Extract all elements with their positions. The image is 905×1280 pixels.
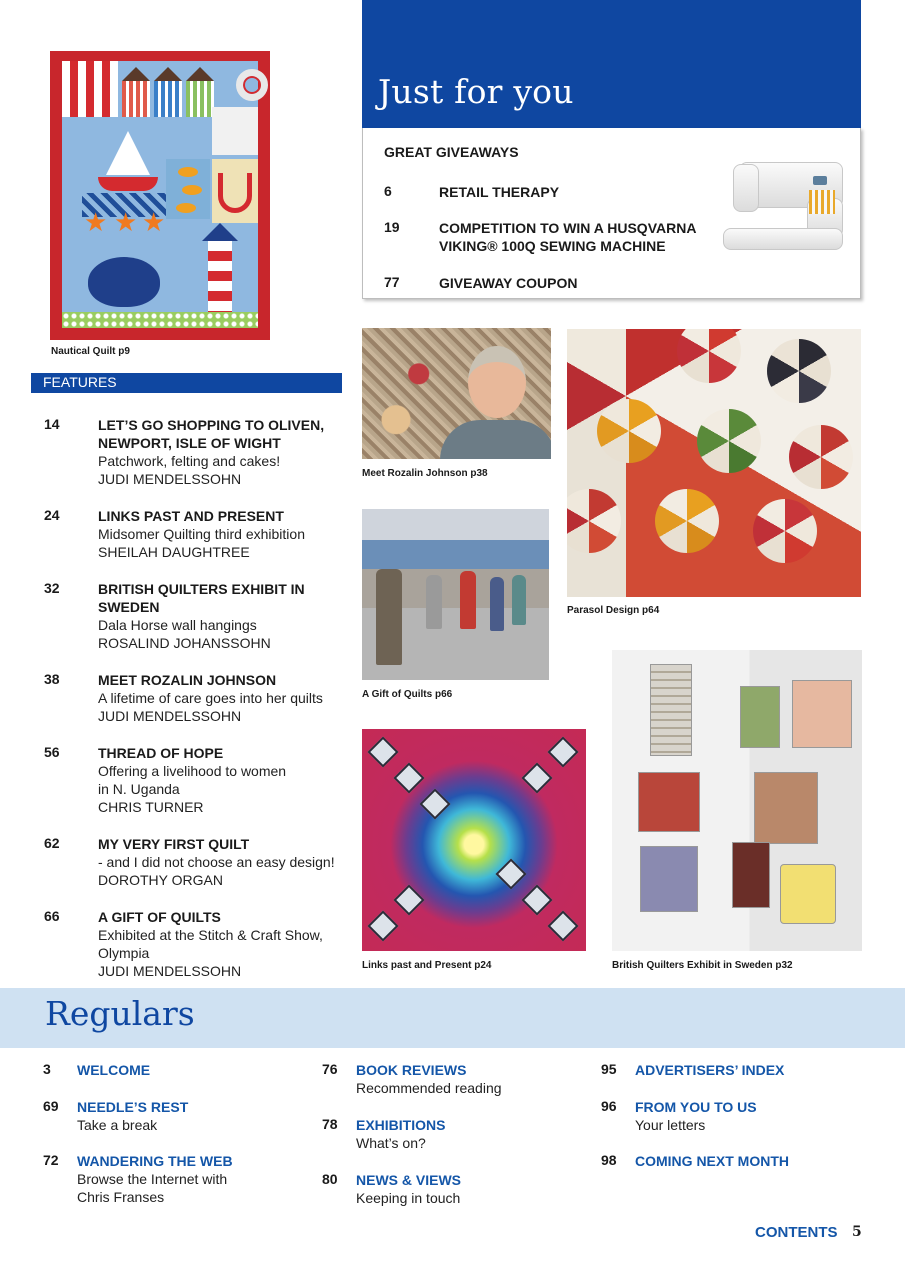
regular-title: NEWS & VIEWS bbox=[356, 1172, 462, 1188]
quilt-hexagon bbox=[567, 489, 621, 553]
quilt-cube bbox=[367, 910, 398, 941]
quilt-hexagon bbox=[753, 499, 817, 563]
whale-icon bbox=[88, 257, 160, 307]
feature-item[interactable] bbox=[98, 580, 308, 652]
feature-author: SHEILAH DAUGHTREE bbox=[98, 544, 250, 560]
feature-item[interactable] bbox=[98, 744, 298, 816]
sewing-machine-image bbox=[721, 158, 845, 254]
beach-hut bbox=[154, 67, 182, 117]
quilt-cube bbox=[419, 788, 450, 819]
regular-page-number: 3 bbox=[43, 1061, 51, 1077]
regular-page-number: 80 bbox=[322, 1171, 338, 1187]
feature-page-number: 38 bbox=[44, 671, 60, 687]
feature-item[interactable] bbox=[98, 507, 338, 561]
regular-item[interactable] bbox=[77, 1061, 150, 1079]
feature-author: ROSALIND JOHANSSOHN bbox=[98, 635, 271, 651]
sewing-machine-buttons bbox=[809, 190, 835, 214]
feature-subtitle: - and I did not choose an easy design! bbox=[98, 854, 335, 870]
regular-item[interactable] bbox=[356, 1171, 461, 1207]
regular-item[interactable] bbox=[77, 1152, 247, 1206]
feature-author: JUDI MENDELSSOHN bbox=[98, 963, 242, 979]
caption-gift: A Gift of Quilts p66 bbox=[362, 689, 453, 700]
just-for-you-title: Just for you bbox=[378, 72, 574, 111]
giveaway-title[interactable]: RETAIL THERAPY bbox=[439, 184, 560, 200]
quilt-dots bbox=[62, 312, 258, 328]
wall-hanging bbox=[754, 772, 818, 844]
visitor-figure bbox=[376, 569, 402, 665]
regular-page-number: 78 bbox=[322, 1116, 338, 1132]
feature-title: BRITISH QUILTERS EXHIBIT IN SWEDEN bbox=[98, 581, 305, 615]
quilt-hexagon bbox=[767, 339, 831, 403]
regular-title: NEEDLE’S REST bbox=[77, 1099, 189, 1115]
visitor-figure bbox=[512, 575, 526, 625]
caption-rozalin: Meet Rozalin Johnson p38 bbox=[362, 468, 488, 479]
giveaway-title[interactable]: GIVEAWAY COUPON bbox=[439, 275, 578, 291]
boat-hull bbox=[98, 177, 158, 191]
visitor-figure bbox=[490, 577, 504, 631]
feature-page-number: 24 bbox=[44, 507, 60, 523]
feature-title: MY VERY FIRST QUILT bbox=[98, 836, 250, 852]
regular-subtitle: Recommended reading bbox=[356, 1080, 502, 1096]
lighthouse-icon bbox=[208, 241, 232, 321]
regular-title: WANDERING THE WEB bbox=[77, 1153, 233, 1169]
giveaway-page-number: 19 bbox=[384, 219, 400, 235]
wall-hanging bbox=[792, 680, 852, 748]
life-ring bbox=[236, 69, 268, 101]
feature-subtitle: A lifetime of care goes into her quilts bbox=[98, 690, 323, 706]
feature-page-number: 66 bbox=[44, 908, 60, 924]
tote-bag bbox=[780, 864, 836, 924]
features-bar: FEATURES bbox=[31, 373, 342, 393]
sewing-machine-base bbox=[723, 228, 843, 250]
footer-page-number: 5 bbox=[852, 1224, 862, 1240]
wall-hanging bbox=[740, 686, 780, 748]
giveaway-title[interactable]: COMPETITION TO WIN A HUSQVARNA VIKING® 100Q SEWING MACHINE bbox=[439, 220, 696, 254]
feature-title: LINKS PAST AND PRESENT bbox=[98, 508, 284, 524]
regular-page-number: 69 bbox=[43, 1098, 59, 1114]
giveaway-page-number: 77 bbox=[384, 274, 400, 290]
quilt-cube bbox=[393, 762, 424, 793]
wall-hanging bbox=[650, 664, 692, 756]
quilt-hexagon bbox=[597, 399, 661, 463]
person-head bbox=[468, 346, 526, 418]
regular-page-number: 98 bbox=[601, 1152, 617, 1168]
quilt-cube bbox=[547, 736, 578, 767]
regular-item[interactable] bbox=[77, 1098, 188, 1134]
sewing-machine-head bbox=[733, 164, 759, 212]
wall-hanging bbox=[732, 842, 770, 908]
feature-title: A GIFT OF QUILTS bbox=[98, 909, 221, 925]
regular-page-number: 96 bbox=[601, 1098, 617, 1114]
sailboat bbox=[106, 131, 150, 175]
feature-item[interactable] bbox=[98, 908, 330, 980]
regular-subtitle: Take a break bbox=[77, 1117, 158, 1133]
fish-icon bbox=[182, 185, 202, 195]
regular-title: EXHIBITIONS bbox=[356, 1117, 446, 1133]
rozalin-photo bbox=[362, 328, 551, 459]
regular-title: BOOK REVIEWS bbox=[356, 1062, 467, 1078]
regular-item[interactable] bbox=[356, 1061, 502, 1097]
person-body bbox=[440, 420, 551, 459]
wall-hanging bbox=[640, 846, 698, 912]
feature-item[interactable] bbox=[98, 416, 338, 488]
feature-title: LET’S GO SHOPPING TO OLIVEN, NEWPORT, ISLE OF WIGHT bbox=[98, 417, 325, 451]
regular-item[interactable] bbox=[635, 1098, 757, 1134]
feature-item[interactable] bbox=[98, 835, 338, 889]
starfish-icon: ★ bbox=[142, 207, 166, 237]
regular-item[interactable] bbox=[356, 1116, 445, 1152]
regular-page-number: 95 bbox=[601, 1061, 617, 1077]
quilt-stripes bbox=[62, 61, 118, 117]
giveaway-page-number: 6 bbox=[384, 183, 392, 199]
caption-parasol: Parasol Design p64 bbox=[567, 605, 660, 616]
feature-page-number: 62 bbox=[44, 835, 60, 851]
feature-subtitle: Midsomer Quilting third exhibition bbox=[98, 526, 305, 542]
feature-page-number: 32 bbox=[44, 580, 60, 596]
regulars-title: Regulars bbox=[45, 994, 195, 1033]
quilt-cube bbox=[367, 736, 398, 767]
wall-hanging bbox=[638, 772, 700, 832]
quilt-cube bbox=[521, 762, 552, 793]
feature-author: DOROTHY ORGAN bbox=[98, 872, 223, 888]
feature-subtitle: Dala Horse wall hangings bbox=[98, 617, 257, 633]
feature-author: CHRIS TURNER bbox=[98, 799, 204, 815]
quilt-panel bbox=[212, 107, 258, 155]
visitor-figure bbox=[426, 575, 442, 629]
feature-page-number: 14 bbox=[44, 416, 60, 432]
regular-page-number: 76 bbox=[322, 1061, 338, 1077]
fish-icon bbox=[176, 203, 196, 213]
quilt-cube bbox=[547, 910, 578, 941]
visitor-figure bbox=[460, 571, 476, 629]
british-quilters-photo bbox=[612, 650, 862, 951]
regular-item[interactable] bbox=[635, 1061, 784, 1079]
regular-title: WELCOME bbox=[77, 1062, 151, 1078]
beach-hut bbox=[186, 67, 214, 117]
footer-section-label: CONTENTS bbox=[755, 1224, 838, 1241]
feature-author: JUDI MENDELSSOHN bbox=[98, 471, 242, 487]
regular-subtitle: Your letters bbox=[635, 1117, 706, 1133]
feature-title: MEET ROZALIN JOHNSON bbox=[98, 672, 277, 688]
just-for-you-box bbox=[362, 128, 861, 299]
quilt-hexagon bbox=[655, 489, 719, 553]
feature-author: JUDI MENDELSSOHN bbox=[98, 708, 242, 724]
regular-subtitle: Keeping in touch bbox=[356, 1190, 461, 1206]
feature-subtitle: Offering a livelihood to women in N. Uganda bbox=[98, 763, 287, 797]
regular-subtitle: What’s on? bbox=[356, 1135, 426, 1151]
regular-title: ADVERTISERS’ INDEX bbox=[635, 1062, 785, 1078]
quilt-cube bbox=[393, 884, 424, 915]
gift-of-quilts-photo bbox=[362, 509, 549, 680]
regular-page-number: 72 bbox=[43, 1152, 59, 1168]
anchor-icon bbox=[218, 173, 252, 213]
sewing-machine-screen bbox=[813, 176, 827, 185]
feature-item[interactable] bbox=[98, 671, 338, 725]
quilt-hexagon bbox=[789, 425, 853, 489]
starfish-icon: ★ bbox=[114, 207, 138, 237]
caption-british: British Quilters Exhibit in Sweden p32 bbox=[612, 960, 793, 971]
just-for-you-header bbox=[362, 0, 861, 128]
feature-page-number: 56 bbox=[44, 744, 60, 760]
quilt-inner bbox=[62, 61, 258, 328]
beach-hut bbox=[122, 67, 150, 117]
nautical-quilt-photo bbox=[50, 51, 270, 340]
quilt-cube bbox=[521, 884, 552, 915]
starfish-icon: ★ bbox=[84, 207, 108, 237]
giveaways-heading: GREAT GIVEAWAYS bbox=[384, 144, 519, 160]
feature-subtitle: Patchwork, felting and cakes! bbox=[98, 453, 281, 469]
caption-links: Links past and Present p24 bbox=[362, 960, 492, 971]
feature-title: THREAD OF HOPE bbox=[98, 745, 224, 761]
fish-icon bbox=[178, 167, 198, 177]
regular-subtitle: Browse the Internet with Chris Franses bbox=[77, 1171, 228, 1205]
caption-nautical: Nautical Quilt p9 bbox=[51, 346, 130, 357]
quilt-cube bbox=[495, 858, 526, 889]
feature-subtitle: Exhibited at the Stitch & Craft Show, Olympia bbox=[98, 927, 323, 961]
regular-title: FROM YOU TO US bbox=[635, 1099, 757, 1115]
quilt-hexagon bbox=[697, 409, 761, 473]
quilt-hexagon bbox=[677, 329, 741, 383]
links-past-present-photo bbox=[362, 729, 586, 951]
regular-item[interactable] bbox=[635, 1152, 789, 1170]
regular-title: COMING NEXT MONTH bbox=[635, 1153, 789, 1169]
parasol-design-photo bbox=[567, 329, 861, 597]
